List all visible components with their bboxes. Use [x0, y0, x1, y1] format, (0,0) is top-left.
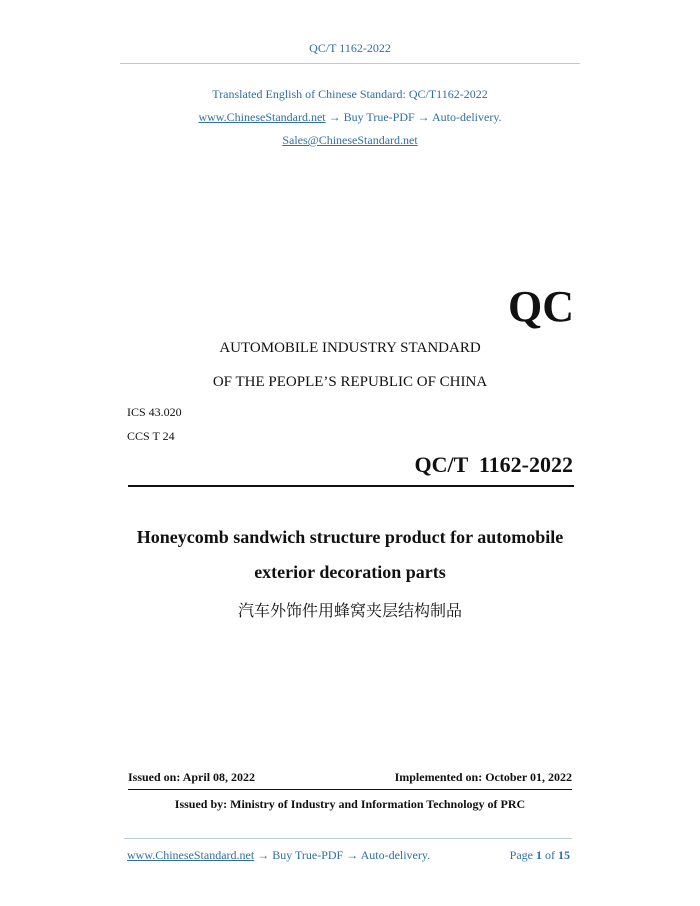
footer-site-link[interactable]: www.ChineseStandard.net	[127, 848, 255, 862]
dates-divider	[128, 789, 572, 790]
footer-buy-line	[127, 848, 430, 863]
email-line	[0, 133, 700, 148]
header-doc-code: QC/T 1162-2022	[309, 41, 391, 55]
footer-divider	[124, 838, 572, 839]
footer-buy-text: → Buy True-PDF → Auto-delivery.	[254, 848, 431, 862]
title-line-1: Honeycomb sandwich structure product for automobile	[136, 527, 564, 547]
page-label: Page	[509, 848, 533, 862]
org-line-1: AUTOMOBILE INDUSTRY STANDARD	[219, 340, 481, 356]
page-indicator	[510, 848, 570, 863]
title-chinese: 汽车外饰件用蜂窝夹层结构制品	[237, 601, 462, 620]
of-label: of	[545, 848, 555, 862]
title-line-2: exterior decoration parts	[254, 562, 446, 582]
ccs-code: CCS T 24	[127, 429, 175, 443]
implemented-date: Implemented on: October 01, 2022	[394, 770, 572, 784]
buy-text: → Buy True-PDF → Auto-delivery.	[325, 110, 502, 124]
ics-code: ICS 43.020	[127, 405, 182, 419]
site-link[interactable]: www.ChineseStandard.net	[198, 110, 326, 124]
total-pages: 15	[558, 848, 570, 862]
translation-notice: Translated English of Chinese Standard: QC/T1162-2022	[212, 87, 488, 101]
org-line-2: OF THE PEOPLE’S REPUBLIC OF CHINA	[212, 374, 488, 390]
header-divider	[120, 63, 580, 64]
issuer: Issued by: Ministry of Industry and Information Technology of PRC	[174, 797, 526, 811]
qc-logo: QC	[508, 282, 574, 331]
buy-line	[0, 110, 700, 125]
issued-date: Issued on: April 08, 2022	[128, 770, 256, 784]
standard-number: QC/T 1162-2022	[414, 452, 573, 477]
standard-divider	[128, 485, 574, 487]
page-number: 1	[536, 848, 542, 862]
email-link[interactable]: Sales@ChineseStandard.net	[282, 133, 418, 147]
